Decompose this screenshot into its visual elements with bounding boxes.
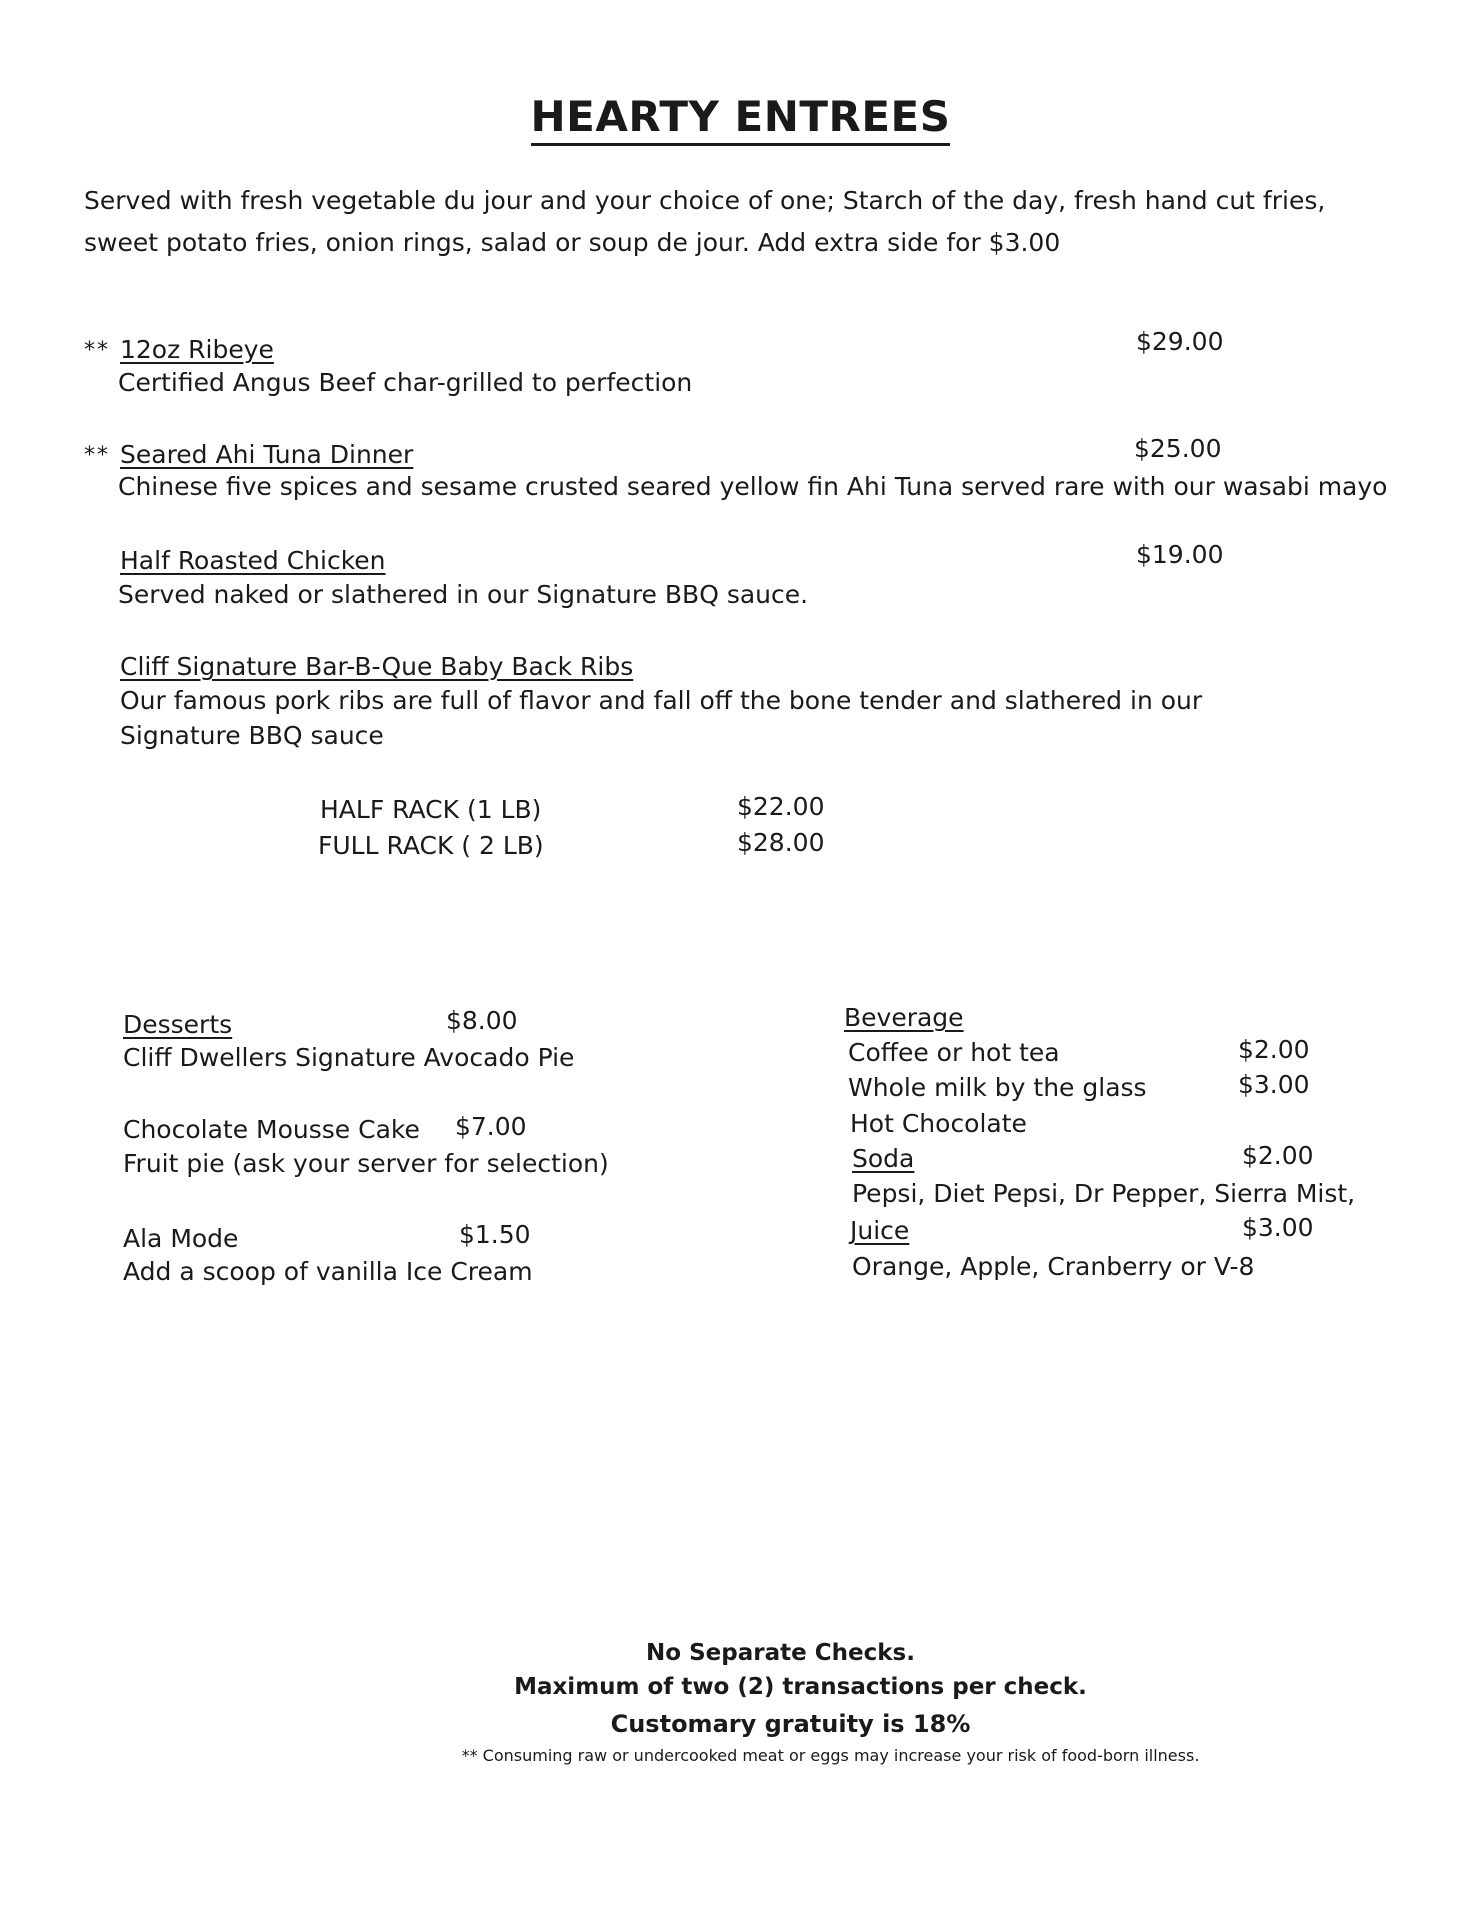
intro-text: Served with fresh vegetable du jour and your choice of one; Starch of the day, fresh hand cut fries, sweet potato fries, onion rings, salad or soup de jour. Add extra side for $3.00	[84, 186, 1326, 257]
entree-desc-ribs-line1: Our famous pork ribs are full of flavor and fall off the bone tender and slathered in our	[120, 686, 1203, 715]
beverage-juice-desc: Orange, Apple, Cranberry or V-8	[852, 1252, 1255, 1281]
beverage-soda-price: $2.00	[1242, 1141, 1314, 1170]
page-title-text: HEARTY ENTREES	[531, 92, 951, 146]
footer-gratuity: Customary gratuity is 18%	[610, 1710, 971, 1738]
ribs-full-rack-label: FULL RACK ( 2 LB)	[318, 831, 544, 860]
dessert-ala-mode: Ala Mode	[123, 1224, 239, 1253]
raw-warning-marker: **	[84, 338, 110, 363]
footer-no-separate-checks: No Separate Checks.	[646, 1640, 915, 1666]
beverage-coffee-price: $2.00	[1238, 1035, 1310, 1064]
ribs-half-rack-price: $22.00	[737, 792, 825, 821]
dessert-avocado-pie: Cliff Dwellers Signature Avocado Pie	[123, 1043, 575, 1072]
entree-desc-ahi-tuna: Chinese five spices and sesame crusted seared yellow fin Ahi Tuna served rare with our wasabi mayo	[118, 472, 1388, 501]
entree-name-chicken: Half Roasted Chicken	[120, 546, 386, 575]
dessert-chocolate-mousse-price: $7.00	[455, 1112, 527, 1141]
raw-warning-marker: **	[84, 443, 110, 468]
beverage-coffee: Coffee or hot tea	[848, 1038, 1060, 1067]
entree-desc-chicken: Served naked or slathered in our Signature BBQ sauce.	[118, 580, 809, 609]
entree-price-ribeye: $29.00	[1136, 327, 1224, 356]
desserts-heading: Desserts	[123, 1010, 233, 1039]
beverage-juice: Juice	[850, 1216, 910, 1245]
beverage-soda: Soda	[852, 1144, 915, 1173]
entree-desc-ribeye: Certified Angus Beef char-grilled to perfection	[118, 368, 693, 397]
dessert-ala-mode-price: $1.50	[459, 1220, 531, 1249]
entree-price-ahi-tuna: $25.00	[1134, 434, 1222, 463]
entree-price-chicken: $19.00	[1136, 540, 1224, 569]
beverage-heading: Beverage	[844, 1003, 964, 1032]
ribs-full-rack-price: $28.00	[737, 828, 825, 857]
ribs-half-rack-label: HALF RACK (1 LB)	[320, 795, 542, 824]
footer-raw-food-warning: ** Consuming raw or undercooked meat or eggs may increase your risk of food-born illness.	[461, 1746, 1200, 1765]
entree-desc-ribs-line2: Signature BBQ sauce	[120, 721, 384, 750]
beverage-milk-price: $3.00	[1238, 1070, 1310, 1099]
page-title	[0, 92, 1481, 141]
entree-name-ahi-tuna: Seared Ahi Tuna Dinner	[120, 440, 414, 469]
entree-name-ribs: Cliff Signature Bar-B-Que Baby Back Ribs	[120, 652, 634, 681]
footer-max-transactions: Maximum of two (2) transactions per check.	[514, 1674, 1087, 1700]
desserts-heading-price: $8.00	[446, 1006, 518, 1035]
beverage-soda-desc: Pepsi, Diet Pepsi, Dr Pepper, Sierra Mist,	[852, 1179, 1356, 1208]
dessert-ala-mode-desc: Add a scoop of vanilla Ice Cream	[123, 1257, 533, 1286]
dessert-fruit-pie: Fruit pie (ask your server for selection)	[123, 1149, 609, 1178]
dessert-chocolate-mousse: Chocolate Mousse Cake	[123, 1115, 420, 1144]
beverage-milk: Whole milk by the glass	[848, 1073, 1147, 1102]
beverage-hot-chocolate: Hot Chocolate	[850, 1109, 1027, 1138]
entree-name-ribeye: 12oz Ribeye	[120, 335, 274, 364]
beverage-juice-price: $3.00	[1242, 1213, 1314, 1242]
